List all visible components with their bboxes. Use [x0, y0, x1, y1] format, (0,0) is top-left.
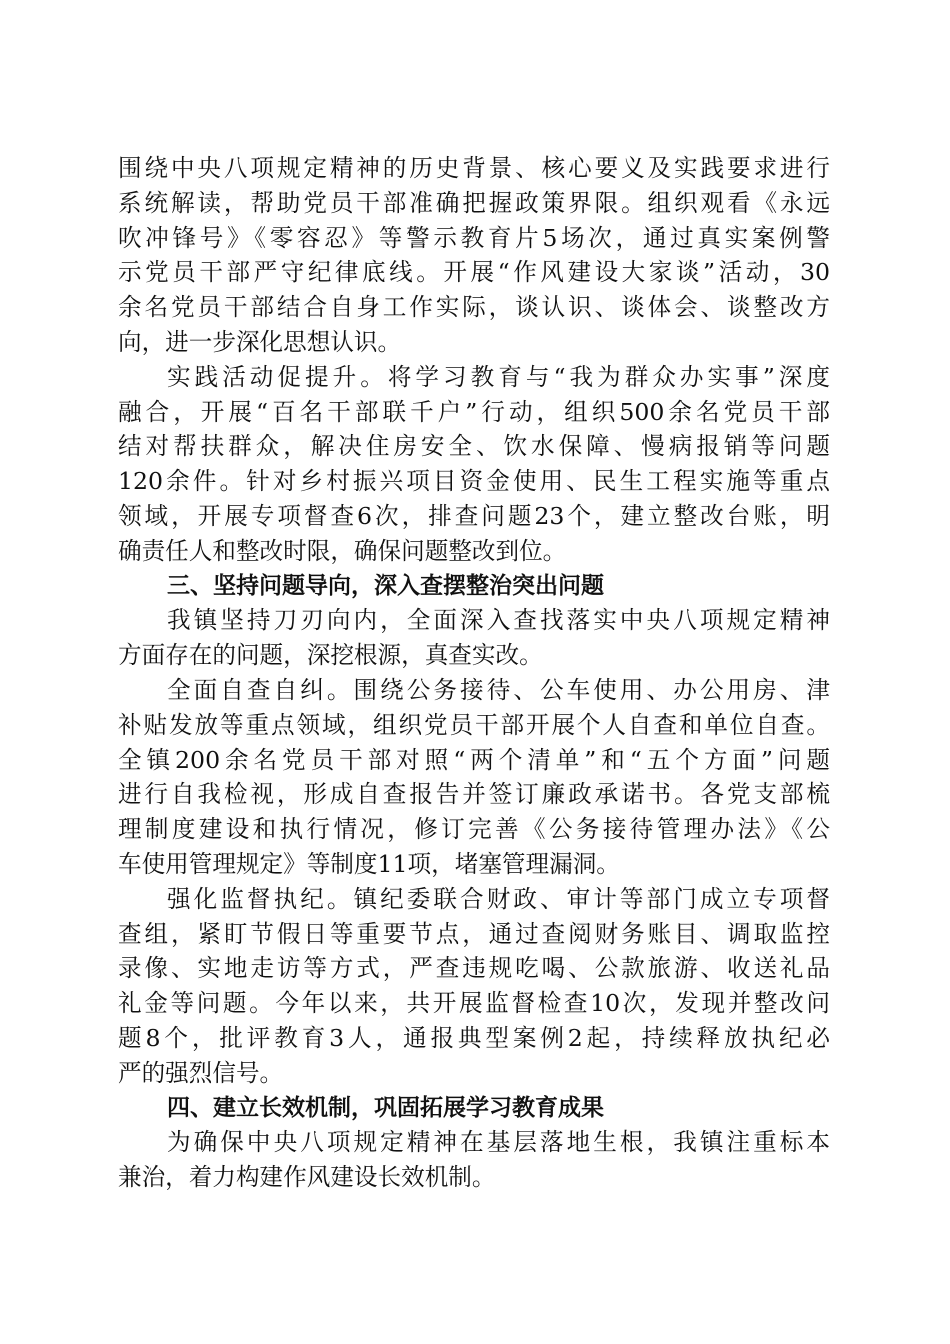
paragraph-line: 围绕中央八项规定精神的历史背景、核心要义及实践要求进行 — [118, 154, 830, 182]
paragraph-line: 方面存在的问题，深挖根源，真查实改。 — [118, 641, 543, 670]
paragraph-line: 我镇坚持刀刃向内，全面深入查找落实中央八项规定精神 — [167, 606, 830, 635]
paragraph-line: 实践活动促提升。将学习教育与“我为群众办实事”深度 — [167, 362, 830, 391]
paragraph-line: 余名党员干部结合自身工作实际，谈认识、谈体会、谈整改方 — [118, 293, 830, 322]
paragraph-line: 严的强烈信号。 — [118, 1058, 284, 1087]
paragraph-line: 车使用管理规定》等制度11项，堵塞管理漏洞。 — [118, 849, 620, 878]
paragraph-line: 全镇200余名党员干部对照“两个清单”和“五个方面”问题 — [118, 745, 830, 774]
paragraph-line: 兼治，着力构建作风建设长效机制。 — [118, 1163, 496, 1192]
paragraph-line: 查组，紧盯节假日等重要节点，通过查阅财务账目、调取监控 — [118, 919, 830, 948]
paragraph-line: 领域，开展专项督查6次，排查问题23个，建立整改台账，明 — [118, 501, 830, 530]
document-body — [118, 151, 830, 1195]
paragraph-line: 120余件。针对乡村振兴项目资金使用、民生工程实施等重点 — [118, 467, 830, 496]
paragraph-line: 示党员干部严守纪律底线。开展“作风建设大家谈”活动，30 — [118, 258, 830, 287]
paragraph-line: 补贴发放等重点领域，组织党员干部开展个人自查和单位自查。 — [118, 710, 830, 739]
paragraph-line: 题8个，批评教育3人，通报典型案例2起，持续释放执纪必 — [118, 1023, 830, 1052]
paragraph-line: 礼金等问题。今年以来，共开展监督检查10次，发现并整改问 — [118, 989, 830, 1018]
paragraph-line: 录像、实地走访等方式，严查违规吃喝、公款旅游、收送礼品 — [118, 954, 830, 983]
paragraph-line: 结对帮扶群众，解决住房安全、饮水保障、慢病报销等问题 — [118, 432, 830, 461]
paragraph-line: 吹冲锋号》《零容忍》等警示教育片5场次，通过真实案例警 — [118, 223, 830, 252]
paragraph-line: 融合，开展“百名干部联千户”行动，组织500余名党员干部 — [118, 397, 830, 426]
paragraph-line: 向，进一步深化思想认识。 — [118, 327, 402, 356]
section-heading: 四、建立长效机制，巩固拓展学习教育成果 — [167, 1094, 604, 1121]
paragraph-line: 理制度建设和执行情况，修订完善《公务接待管理办法》《公 — [118, 815, 830, 844]
paragraph-line: 确责任人和整改时限，确保问题整改到位。 — [118, 536, 567, 565]
paragraph-line: 进行自我检视，形成自查报告并签订廉政承诺书。各党支部梳 — [118, 780, 830, 809]
paragraph-line: 强化监督执纪。镇纪委联合财政、审计等部门成立专项督 — [167, 884, 830, 913]
paragraph-line: 为确保中央八项规定精神在基层落地生根，我镇注重标本 — [167, 1128, 830, 1157]
paragraph-line: 系统解读，帮助党员干部准确把握政策界限。组织观看《永远 — [118, 188, 830, 217]
section-heading: 三、坚持问题导向，深入查摆整治突出问题 — [167, 572, 604, 599]
paragraph-line: 全面自查自纠。围绕公务接待、公车使用、办公用房、津 — [167, 675, 830, 704]
